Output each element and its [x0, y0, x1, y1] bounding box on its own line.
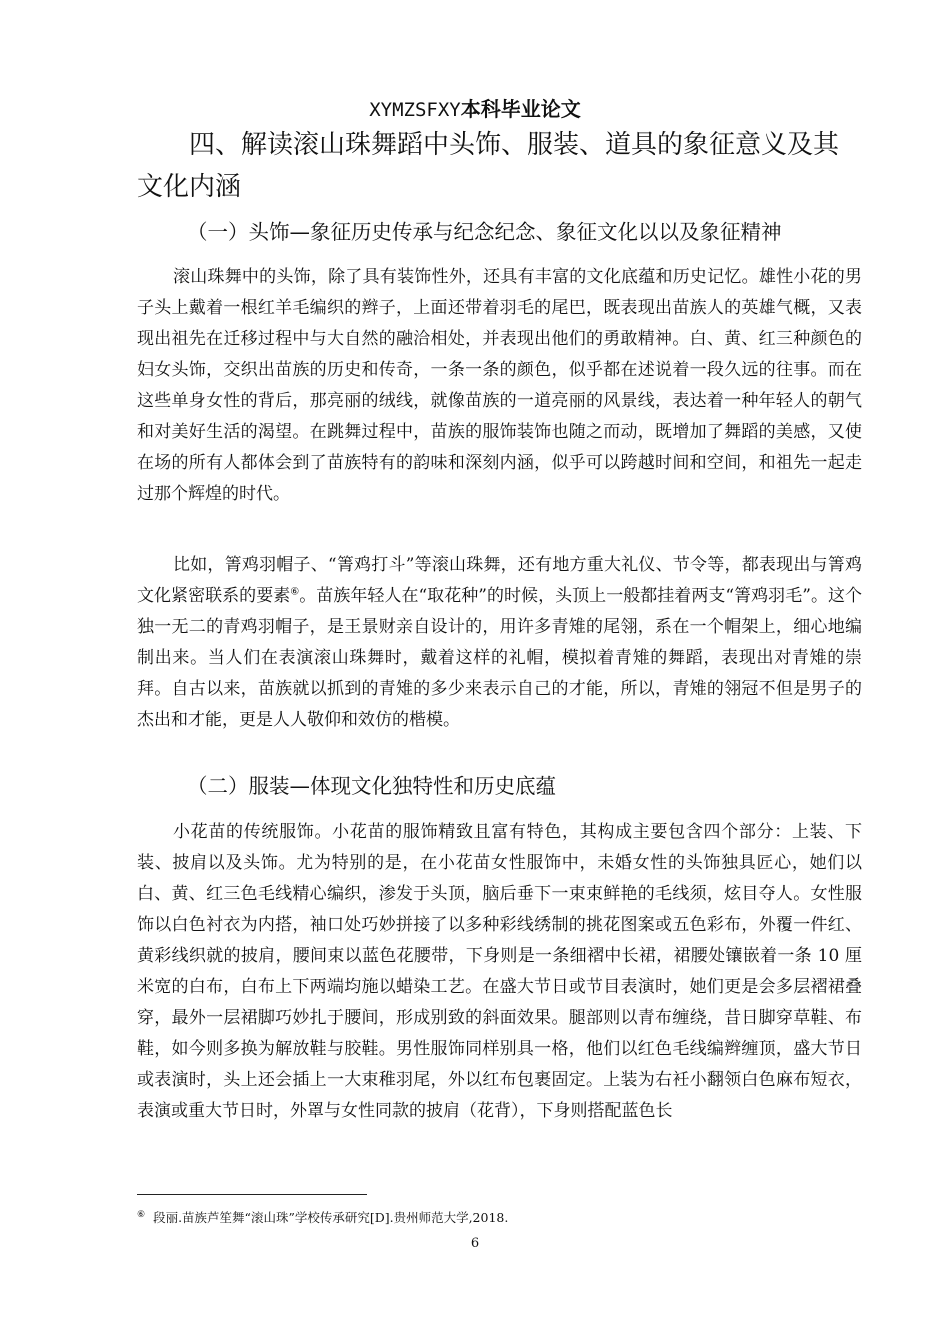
footnote-text: 段丽.苗族芦笙舞“滚山珠”学校传承研究[D].贵州师范大学,2018. — [153, 1210, 509, 1226]
header-code: XYMZSFXY — [369, 99, 461, 121]
footnote — [137, 1206, 862, 1227]
section-2-paragraph-1: 小花苗的传统服饰。小花苗的服饰精致且富有特色，其构成主要包含四个部分：上装、下装、披肩以及头饰。尤为特别的是，在小花苗女性服饰中，未婚女性的头饰独具匠心，她们以白、黄、红三色毛线精心编织，渗发于头顶，脑后垂下一束束鲜艳的毛线须，炫目夺人。女性服饰以白色衬衣为内搭，袖口处巧妙拼接了以多种彩线绣制的挑花图案或五色彩布，外覆一件红、黄彩线织就的披肩，腰间束以蓝色花腰带，下身则是一条细褶中长裙，裙腰处镶嵌着一条 10 厘米宽的白布，白布上下两端均施以蜡染工艺。在盛大节日或节目表演时，她们更是会多层褶裙叠穿，最外一层裙脚巧妙扎于腰间，形成别致的斜面效果。腿部则以青布缠绕，昔日脚穿草鞋、布鞋，如今则多换为解放鞋与胶鞋。男性服饰同样别具一格，他们以红色毛线编辫缠顶，盛大节日或表演时，头上还会插上一大束稚羽尾，外以红布包裹固定。上装为右衽小翻领白色麻布短衣，表演或重大节日时，外罩与女性同款的披肩（花背），下身则搭配蓝色长 — [137, 822, 862, 1121]
page-header — [0, 95, 950, 124]
section-2-title: （二）服装—体现文化独特性和历史底蕴 — [187, 774, 556, 798]
header-title: 本科毕业论文 — [460, 97, 581, 121]
chapter-heading: 四、解读滚山珠舞蹈中头饰、服装、道具的象征意义及其文化内涵 — [137, 130, 840, 202]
footnote-mark: ⑥ — [137, 1210, 146, 1220]
section-1-paragraph-1: 滚山珠舞中的头饰，除了具有装饰性外，还具有丰富的文化底蕴和历史记忆。雄性小花的男子头上戴着一根红羊毛编织的辫子，上面还带着羽毛的尾巴，既表现出苗族人的英雄气概，又表现出祖先在迁移过程中与大自然的融洽相处，并表现出他们的勇敢精神。白、黄、红三种颜色的妇女头饰，交织出苗族的历史和传奇，一条一条的颜色，似乎都在述说着一段久远的往事。而在这些单身女性的背后，那亮丽的绒线，就像苗族的一道亮丽的风景线，表达着一种年轻人的朝气和对美好生活的渴望。在跳舞过程中，苗族的服饰装饰也随之而动，既增加了舞蹈的美感，又使在场的所有人都体会到了苗族特有的韵味和深刻内涵，似乎可以跨越时间和空间，和祖先一起走过那个辉煌的时代。 — [137, 267, 862, 504]
paragraph-2-text-a: 比如，箐鸡羽帽子、“箐鸡打斗”等滚山珠舞，还有地方重大礼仪、节令等，都表现出与箐鸡文化紧密联系的要素 — [137, 555, 862, 606]
section-1-paragraph-2 — [137, 550, 862, 736]
section-1-title: （一）头饰—象征历史传承与纪念纪念、象征文化以以及象征精神 — [187, 220, 782, 244]
footnote-divider — [137, 1194, 367, 1195]
paragraph-2-text-b: 。苗族年轻人在“取花种”的时候，头顶上一般都挂着两支“箐鸡羽毛”。这个独一无二的青鸡羽帽子，是王景财亲自设计的，用许多青雉的尾翎，系在一个帽架上，细心地编制出来。当人们在表演滚山珠舞时，戴着这样的礼帽，模拟着青雉的舞蹈，表现出对青雉的崇拜。自古以来，苗族就以抓到的青雉的多少来表示自己的才能，所以，青雉的翎冠不但是男子的杰出和才能，更是人人敬仰和效仿的楷模。 — [137, 586, 863, 730]
page-number: 6 — [470, 1236, 480, 1251]
footnote-reference[interactable]: ⑥ — [290, 586, 300, 598]
